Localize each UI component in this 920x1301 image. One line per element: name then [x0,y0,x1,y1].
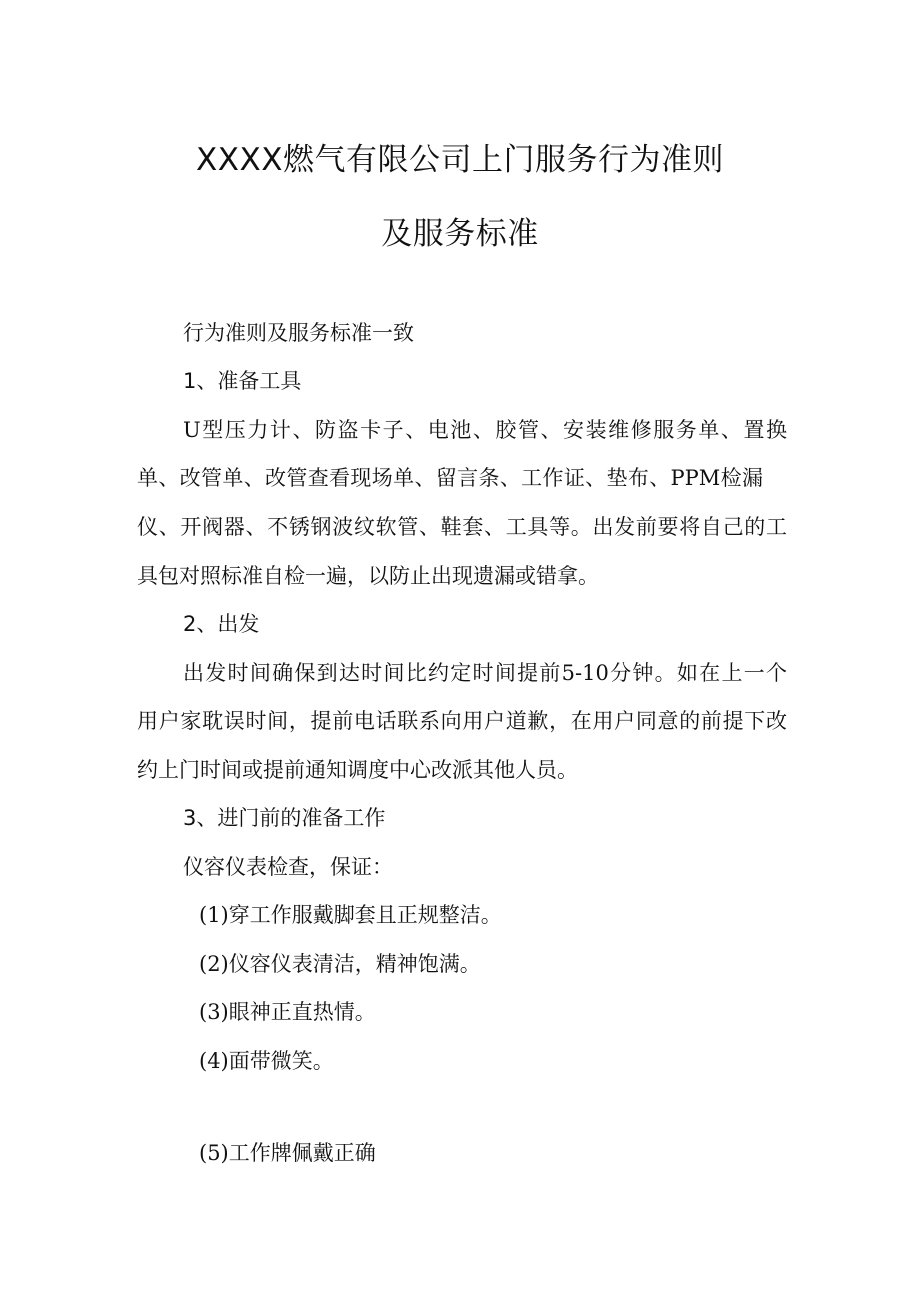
list-item-5: (5)工作牌佩戴正确 [199,1141,376,1165]
intro-text: 行为准则及服务标准一致 [183,321,414,345]
list-item-1: (1)穿工作服戴脚套且正规整洁。 [199,903,502,927]
document-title-line-1: XXXX燃气有限公司上门服务行为准则 [196,142,724,178]
list-item-4: (4)面带微笑。 [199,1049,334,1073]
section-1-line-3: 仪、开阀器、不锈钢波纹软管、鞋套、工具等。出发前要将自己的工 [137,515,787,539]
section-1-line-1: U型压力计、防盗卡子、电池、胶管、安装维修服务单、置换 [183,418,787,442]
section-1-line-2: 单、改管单、改管查看现场单、留言条、工作证、垫布、PPM检漏 [137,466,763,490]
document-title-line-2: 及服务标准 [381,216,539,252]
section-2-line-1: 出发时间确保到达时间比约定时间提前5-10分钟。如在上一个 [183,661,787,685]
list-item-3: (3)眼神正直热情。 [199,1000,376,1024]
section-1-line-4: 具包对照标准自检一遍，以防止出现遗漏或错拿。 [137,564,599,588]
list-item-2: (2)仪容仪表清洁，精神饱满。 [199,952,481,976]
section-2-line-2: 用户家耽误时间，提前电话联系向用户道歉，在用户同意的前提下改 [137,709,787,733]
section-1-heading: 1、准备工具 [183,369,302,393]
section-3-heading: 3、进门前的准备工作 [183,806,386,830]
section-3-line-1: 仪容仪表检查，保证： [183,855,393,879]
section-2-heading: 2、出发 [183,612,260,636]
section-2-line-3: 约上门时间或提前通知调度中心改派其他人员。 [137,758,578,782]
